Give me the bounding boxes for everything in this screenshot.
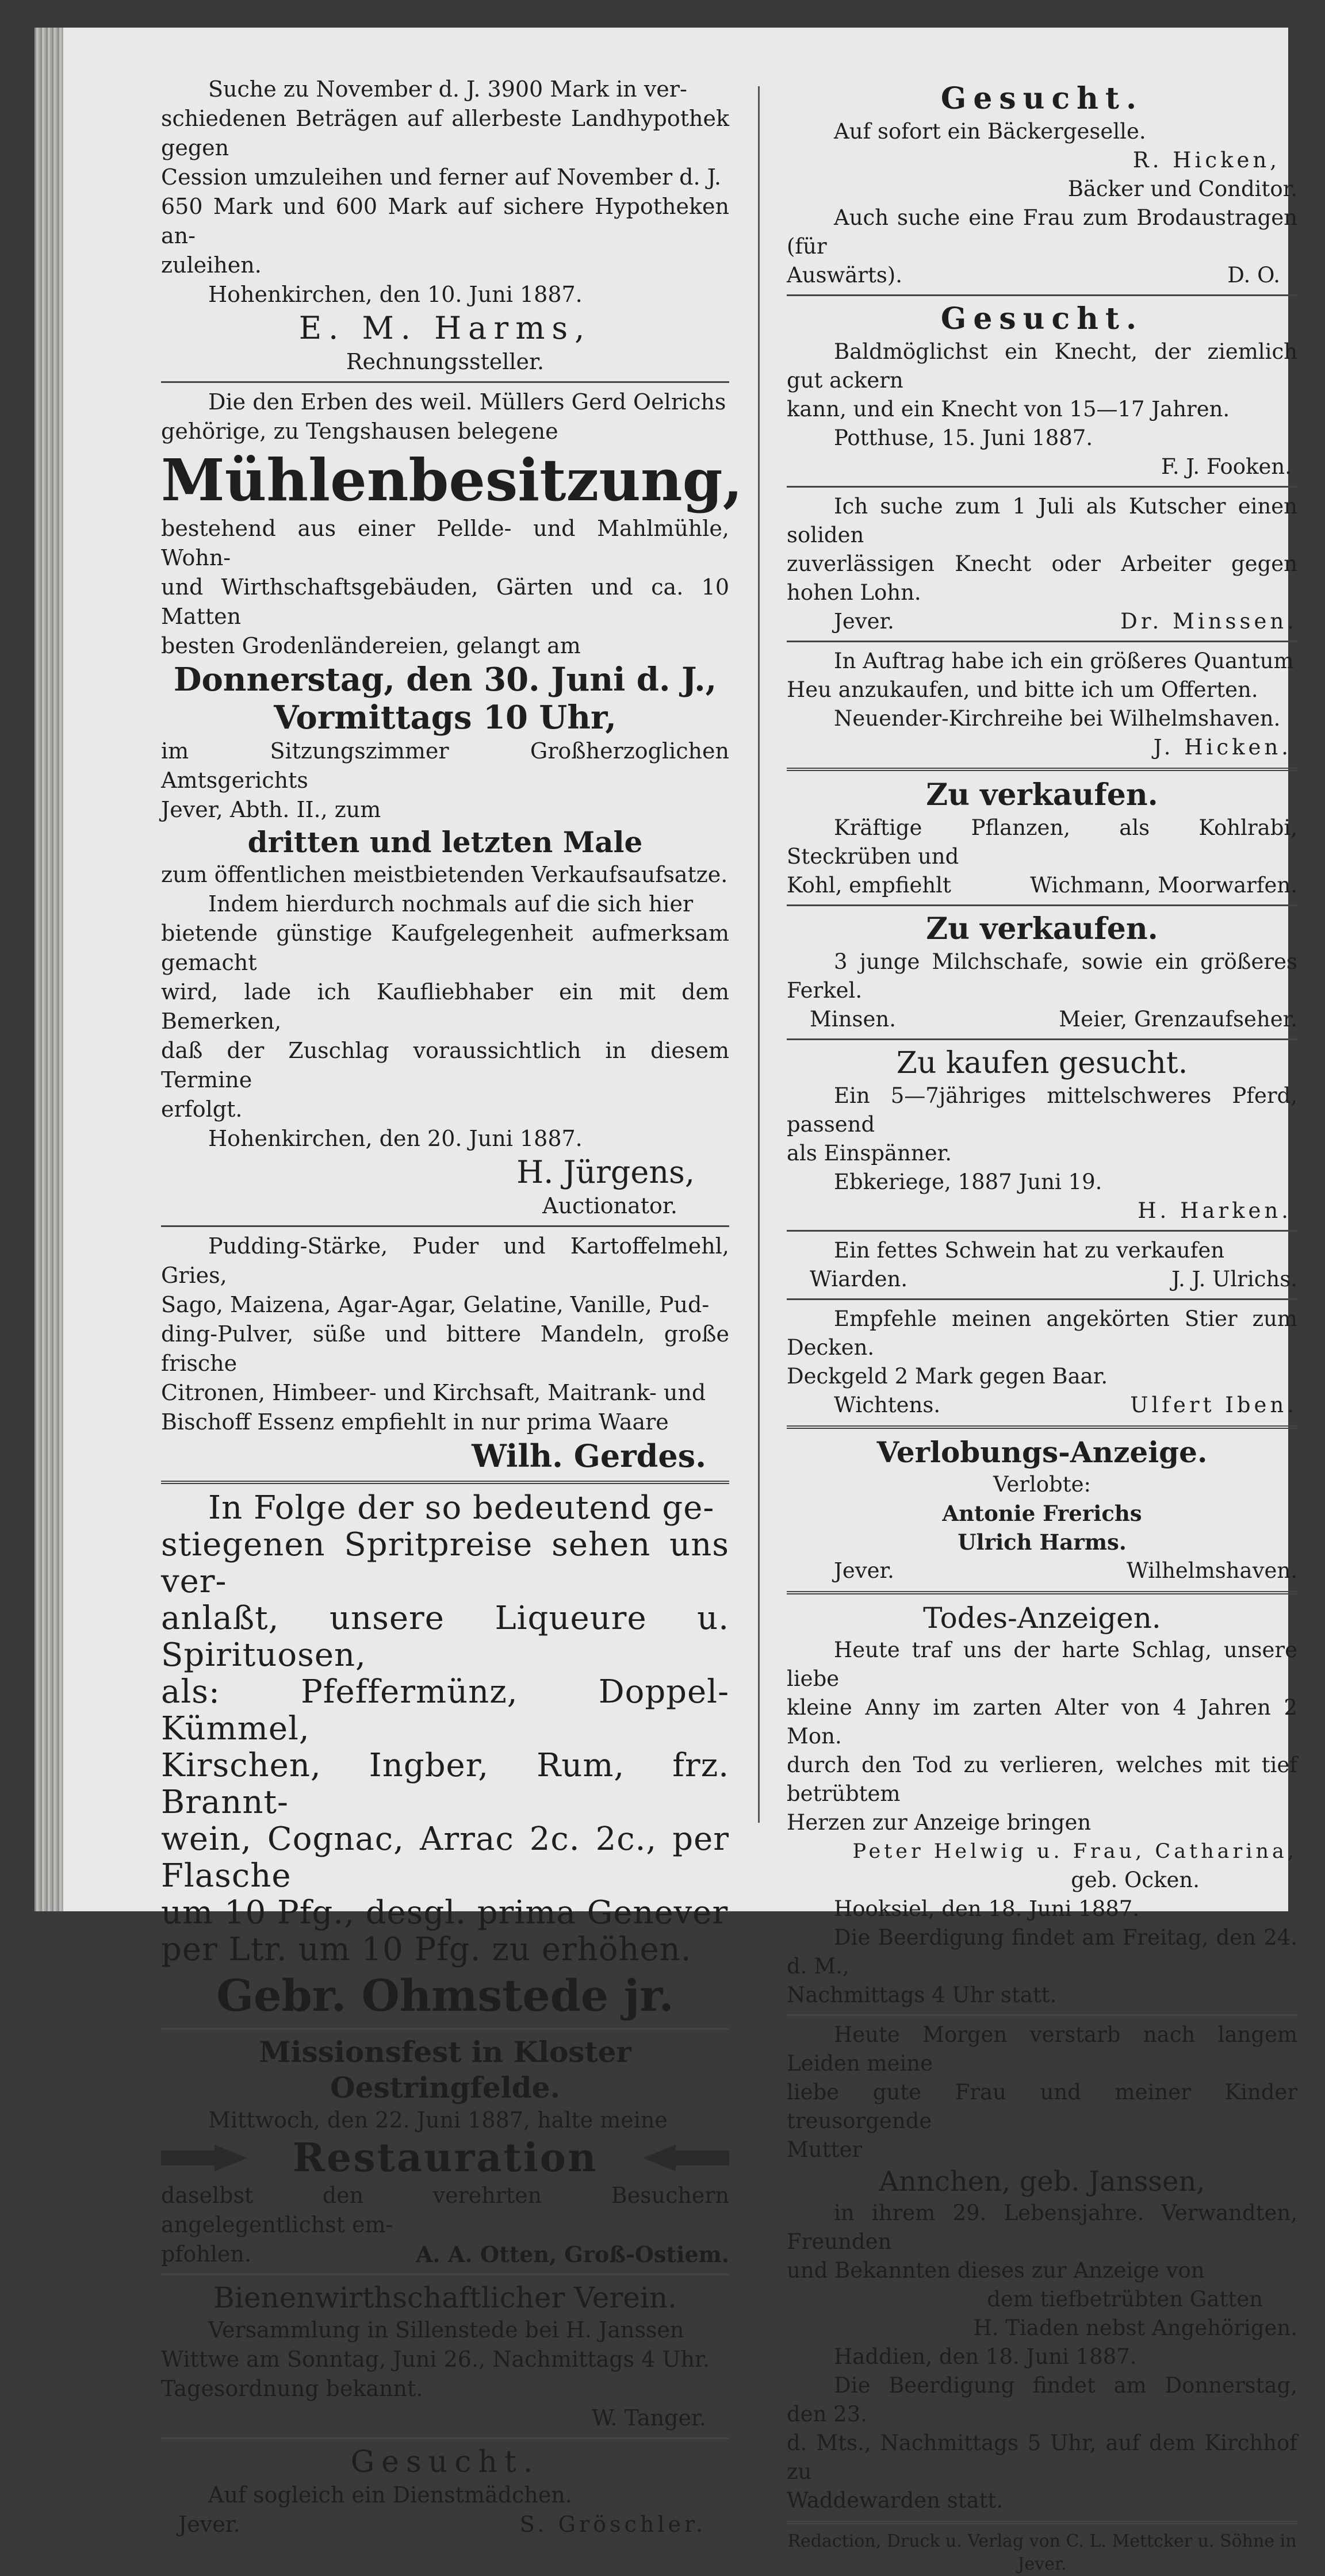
auction-date: Donnerstag, den 30. Juni d. J., bbox=[173, 661, 717, 699]
ad-text-line: Empfehle meinen angekörten Stier zum Decken. bbox=[787, 1306, 1297, 1360]
ad-meier-schafe bbox=[787, 911, 1297, 1034]
signature-name: Dr. Minssen. bbox=[1120, 609, 1297, 634]
signature-name: A. A. Otten, Groß-Ostiem. bbox=[416, 2241, 729, 2267]
ad-text-line: Baldmöglichst ein Knecht, der ziemlich gut ackern bbox=[787, 339, 1297, 393]
ad-text-line: Auch suche eine Frau zum Brodaustragen (für bbox=[787, 205, 1297, 259]
signature-name: H. Harken. bbox=[1138, 1198, 1292, 1223]
left-column bbox=[161, 75, 743, 2537]
ad-ohmstede-spirits bbox=[161, 1490, 729, 2023]
ad-text-line: kleine Anny im zarten Alter von 4 Jahren 2 Mon. bbox=[787, 1695, 1297, 1749]
ad-text-line: Versammlung in Sillenstede bei H. Janssen bbox=[208, 2317, 684, 2343]
ad-text-line: Cession umzuleihen und ferner auf November d. J. bbox=[161, 164, 722, 190]
ad-text-line: im Sitzungszimmer Großherzoglichen Amtsgerichts bbox=[161, 738, 729, 793]
ad-text-line: Kohl, empfiehlt bbox=[787, 873, 951, 898]
ad-text-line: Deckgeld 2 Mark gegen Baar. bbox=[787, 1364, 1108, 1389]
ad-separator bbox=[787, 904, 1297, 906]
ad-muehlenbesitzung bbox=[161, 388, 743, 1221]
ad-text-line: Indem hierdurch nochmals auf die sich hier bbox=[208, 891, 694, 917]
ad-text-line: d. Mts., Nachmittags 5 Uhr, auf dem Kirchhof zu bbox=[787, 2431, 1297, 2484]
ad-text-line: Die Beerdigung findet am Donnerstag, den 23. bbox=[787, 2373, 1297, 2426]
ad-text-line: erfolgt. bbox=[161, 1097, 243, 1122]
ad-text-line: zum öffentlichen meistbietenden Verkaufsaufsatze. bbox=[161, 862, 728, 887]
ad-text-line: Die Beerdigung findet am Freitag, den 24. d. M., bbox=[787, 1925, 1297, 1979]
place: Wiarden. bbox=[810, 1267, 908, 1291]
ad-separator bbox=[787, 1591, 1297, 1594]
ad-minssen-kutscher bbox=[787, 492, 1297, 636]
ad-text-line: in ihrem 29. Lebensjahre. Verwandten, Freunden bbox=[787, 2201, 1297, 2254]
ad-text-line: In Folge der so bedeutend ge- bbox=[208, 1489, 715, 1527]
signature-name: Wichmann, Moorwarfen. bbox=[1030, 873, 1297, 898]
place: Jever. bbox=[834, 609, 894, 634]
ad-text-line: Wittwe am Sonntag, Juni 26., Nachmittags 4 Uhr. bbox=[161, 2347, 710, 2372]
ad-text-line: Waddewarden statt. bbox=[787, 2488, 1004, 2513]
mourner-line: dem tiefbetrübten Gatten bbox=[987, 2287, 1263, 2312]
ad-todesanzeige-tiaden bbox=[787, 2021, 1297, 2515]
ad-separator bbox=[787, 1425, 1297, 1429]
ad-text-line: Sago, Maizena, Agar-Agar, Gelatine, Vanille, Pud- bbox=[161, 1292, 710, 1317]
imprint: Redaction, Druck u. Verlag von C. L. Mettcker u. Söhne in Jever. bbox=[787, 2531, 1297, 2574]
groom-name: Ulrich Harms. bbox=[958, 1529, 1127, 1555]
restauration-title: Restauration bbox=[292, 2135, 598, 2181]
ad-text-line: bestehend aus einer Pellde- und Mahlmühle, Wohn- bbox=[161, 516, 729, 570]
ad-text-line: Auf sofort ein Bäckergeselle. bbox=[834, 119, 1146, 144]
right-column bbox=[787, 80, 1297, 2574]
ad-text-line: Ich suche zum 1 Juli als Kutscher einen soliden bbox=[787, 494, 1297, 547]
ad-text-line: Auswärts). bbox=[787, 263, 903, 288]
ad-text-line: Auf sogleich ein Dienstmädchen. bbox=[208, 2482, 572, 2508]
ad-text-line: zuverlässigen Knecht oder Arbeiter gegen hohen Lohn. bbox=[787, 551, 1297, 605]
place: Wichtens. bbox=[834, 1393, 941, 1417]
ad-headline: Gesucht. bbox=[940, 301, 1144, 336]
ad-text-line: 650 Mark und 600 Mark auf sichere Hypotheken an- bbox=[161, 194, 729, 248]
signature-name: E. M. Harms, bbox=[298, 310, 592, 346]
ad-text-line: pfohlen. bbox=[161, 2241, 251, 2267]
place-date: Haddien, den 18. Juni 1887. bbox=[834, 2344, 1137, 2369]
ad-text-line: wein, Cognac, Arrac 2c. 2c., per Flasche bbox=[161, 1820, 729, 1895]
signature-title: geb. Ocken. bbox=[1071, 1868, 1200, 1892]
ad-text-line: Tagesordnung bekannt. bbox=[161, 2376, 423, 2401]
signature-title: Auctionator. bbox=[542, 1193, 677, 1218]
ad-harms-mortgage bbox=[161, 75, 729, 377]
signature-name: Ulfert Iben. bbox=[1130, 1393, 1297, 1417]
place-date: Ebkeriege, 1887 Juni 19. bbox=[834, 1170, 1102, 1194]
ad-text-line: Kirschen, Ingber, Rum, frz. Brannt- bbox=[161, 1747, 729, 1821]
ad-text-line: Heu anzukaufen, und bitte ich um Offerten. bbox=[787, 677, 1258, 702]
ad-text-line: Pudding-Stärke, Puder und Kartoffelmehl, Gries, bbox=[161, 1233, 729, 1288]
ad-headline: Gesucht. bbox=[940, 81, 1144, 116]
signature-name: J. Hicken. bbox=[1153, 735, 1292, 760]
ad-headline: Gesucht. bbox=[350, 2445, 540, 2479]
ad-text-line: Suche zu November d. J. 3900 Mark in ver- bbox=[208, 76, 687, 102]
ad-text-line: besten Grodenländereien, gelangt am bbox=[161, 633, 581, 658]
ad-headline: Zu kaufen gesucht. bbox=[896, 1046, 1188, 1080]
ad-separator bbox=[787, 1038, 1297, 1040]
ad-text-line: Mittwoch, den 22. Juni 1887, halte meine bbox=[208, 2107, 668, 2133]
column-divider bbox=[758, 86, 760, 1823]
restauration-banner bbox=[161, 2135, 729, 2181]
ad-separator bbox=[787, 1230, 1297, 1232]
ad-text-line: Die den Erben des weil. Müllers Gerd Oelrichs bbox=[208, 389, 726, 415]
ad-groeschler-gesucht bbox=[161, 2444, 729, 2539]
ad-headline: Verlobungs-Anzeige. bbox=[876, 1435, 1208, 1469]
auction-time: Vormittags 10 Uhr, bbox=[274, 699, 616, 737]
pointing-hand-icon bbox=[643, 2145, 729, 2171]
ad-text-line: zuleihen. bbox=[161, 252, 262, 278]
ad-text-line: 3 junge Milchschafe, sowie ein größeres Ferkel. bbox=[787, 949, 1297, 1003]
ad-separator bbox=[787, 294, 1297, 296]
signature-name: J. J. Ulrichs. bbox=[1171, 1267, 1297, 1291]
signature-name: Peter Helwig u. Frau, Catharina, bbox=[852, 1840, 1297, 1863]
signature-name: Gebr. Ohmstede jr. bbox=[216, 1970, 674, 2021]
ad-text-line: Ein 5—7jähriges mittelschweres Pferd, passend bbox=[787, 1083, 1297, 1137]
ad-text-line: per Ltr. um 10 Pfg. zu erhöhen. bbox=[161, 1931, 692, 1968]
signature-name: W. Tanger. bbox=[592, 2405, 706, 2431]
ad-text-line: Heute Morgen verstarb nach langem Leiden meine bbox=[787, 2022, 1297, 2076]
signature-name: D. O. bbox=[1227, 263, 1280, 288]
ad-separator bbox=[161, 2028, 729, 2030]
ad-verlobung bbox=[787, 1435, 1297, 1585]
ad-hicken-baecker bbox=[787, 80, 1297, 290]
ad-hicken-heu bbox=[787, 647, 1297, 762]
signature-title: Bäcker und Conditor. bbox=[1067, 177, 1297, 201]
place: Wilhelmshaven. bbox=[1127, 1558, 1297, 1583]
ad-text-line: stiegenen Spritpreise sehen uns ver- bbox=[161, 1526, 729, 1600]
ad-text-line: Heute traf uns der harte Schlag, unsere liebe bbox=[787, 1638, 1297, 1691]
ad-ulrichs-schwein bbox=[787, 1236, 1297, 1294]
ad-text-line: schiedenen Beträgen auf allerbeste Landhypothek gegen bbox=[161, 106, 729, 160]
mourner-line: H. Tiaden nebst Angehörigen. bbox=[973, 2316, 1297, 2340]
ad-text-line: um 10 Pfg., desgl. prima Genever bbox=[161, 1894, 729, 1931]
place: Minsen. bbox=[810, 1007, 897, 1032]
signature-name: Wilh. Gerdes. bbox=[472, 1438, 706, 1474]
place-date: Hooksiel, den 18. Juni 1887. bbox=[834, 1896, 1140, 1921]
place-date: Hohenkirchen, den 10. Juni 1887. bbox=[208, 282, 583, 307]
place: Jever. bbox=[178, 2512, 240, 2537]
ad-separator bbox=[161, 381, 729, 383]
ad-text-line: gehörige, zu Tengshausen belegene bbox=[161, 419, 558, 444]
deceased-name: Annchen, geb. Janssen, bbox=[879, 2165, 1205, 2198]
ad-text-line: Kräftige Pflanzen, als Kohlrabi, Steckrüben und bbox=[787, 815, 1297, 869]
ad-headline: Zu verkaufen. bbox=[926, 911, 1158, 946]
ad-separator bbox=[787, 1298, 1297, 1300]
ad-headline: Missionsfest in Kloster Oestringfelde. bbox=[259, 2035, 631, 2104]
ad-fooken-knecht bbox=[787, 301, 1297, 481]
ad-separator bbox=[787, 2521, 1297, 2524]
ad-iben-stier bbox=[787, 1305, 1297, 1420]
ad-text-line: Nachmittags 4 Uhr statt. bbox=[787, 1983, 1057, 2007]
ad-separator bbox=[161, 2437, 729, 2439]
ad-text-line: und Wirthschaftsgebäuden, Gärten und ca. 10 Matten bbox=[161, 574, 729, 629]
ad-separator bbox=[161, 1225, 729, 1227]
ad-headline: Bienenwirthschaftlicher Verein. bbox=[213, 2281, 677, 2314]
ad-gerdes-pudding bbox=[161, 1232, 729, 1475]
ad-separator bbox=[787, 768, 1297, 771]
place-date: Potthuse, 15. Juni 1887. bbox=[834, 425, 1093, 450]
signature-name: R. Hicken, bbox=[1132, 148, 1280, 172]
ad-text-line: bietende günstige Kaufgelegenheit aufmerksam gemacht bbox=[161, 921, 729, 975]
bride-name: Antonie Frerichs bbox=[942, 1501, 1142, 1526]
ad-wichmann-pflanzen bbox=[787, 777, 1297, 900]
ad-separator bbox=[787, 2014, 1297, 2016]
place: Neuender-Kirchreihe bei Wilhelmshaven. bbox=[834, 706, 1281, 731]
ad-headline: Todes-Anzeigen. bbox=[923, 1601, 1161, 1635]
ad-text-line: und Bekannten dieses zur Anzeige von bbox=[787, 2258, 1205, 2283]
ad-text-line: Ein fettes Schwein hat zu verkaufen bbox=[834, 1238, 1225, 1263]
ad-headline: Mühlenbesitzung, bbox=[161, 446, 743, 514]
ad-text-line: anlaßt, unsere Liqueure u. Spirituosen, bbox=[161, 1600, 729, 1674]
signature-name: S. Gröschler. bbox=[519, 2512, 706, 2537]
ad-text-line: kann, und ein Knecht von 15—17 Jahren. bbox=[787, 397, 1230, 421]
signature-name: F. J. Fooken. bbox=[1161, 454, 1292, 479]
ad-text-line: daß der Zuschlag voraussichtlich in diesem Termine bbox=[161, 1038, 729, 1092]
ad-bienenverein bbox=[161, 2280, 729, 2433]
ad-text-line: als Einspänner. bbox=[787, 1141, 952, 1166]
ad-harken-pferd bbox=[787, 1045, 1297, 1225]
ad-text-line: Citronen, Himbeer- und Kirchsaft, Maitrank- und bbox=[161, 1380, 706, 1405]
ad-todesanzeige-helwig bbox=[787, 1600, 1297, 2010]
pointing-hand-icon bbox=[161, 2145, 247, 2171]
ad-text-line: Mutter bbox=[787, 2137, 863, 2162]
signature-name: H. Jürgens, bbox=[516, 1154, 695, 1190]
ad-text-line: als: Pfeffermünz, Doppel-Kümmel, bbox=[161, 1673, 729, 1747]
ad-text-line: Jever, Abth. II., zum bbox=[161, 797, 381, 822]
ad-text-line: daselbst den verehrten Besuchern angelegentlichst em- bbox=[161, 2183, 729, 2237]
ad-headline: Zu verkaufen. bbox=[926, 777, 1158, 812]
signature-title: Rechnungssteller. bbox=[346, 349, 545, 374]
ad-text-line: Herzen zur Anzeige bringen bbox=[787, 1810, 1092, 1835]
ad-text-line: liebe gute Frau und meiner Kinder treusorgende bbox=[787, 2080, 1297, 2133]
engagement-label: Verlobte: bbox=[993, 1472, 1091, 1497]
ad-missionsfest bbox=[161, 2034, 729, 2269]
ad-separator bbox=[787, 641, 1297, 642]
ad-text-line: durch den Tod zu verlieren, welches mit tief betrübtem bbox=[787, 1753, 1297, 1806]
ad-separator bbox=[161, 2274, 729, 2275]
ad-separator bbox=[787, 486, 1297, 488]
auction-round: dritten und letzten Male bbox=[247, 825, 643, 859]
place-date: Hohenkirchen, den 20. Juni 1887. bbox=[208, 1126, 583, 1151]
ad-text-line: In Auftrag habe ich ein größeres Quantum bbox=[834, 649, 1294, 673]
ad-text-line: Bischoff Essenz empfiehlt in nur prima Waare bbox=[161, 1409, 669, 1435]
ad-text-line: wird, lade ich Kaufliebhaber ein mit dem Bemerken, bbox=[161, 979, 729, 1034]
ad-text-line: ding-Pulver, süße und bittere Mandeln, große frische bbox=[161, 1321, 729, 1376]
place: Jever. bbox=[834, 1558, 894, 1583]
ad-separator bbox=[161, 1481, 729, 1484]
signature-name: Meier, Grenzaufseher. bbox=[1059, 1007, 1297, 1032]
